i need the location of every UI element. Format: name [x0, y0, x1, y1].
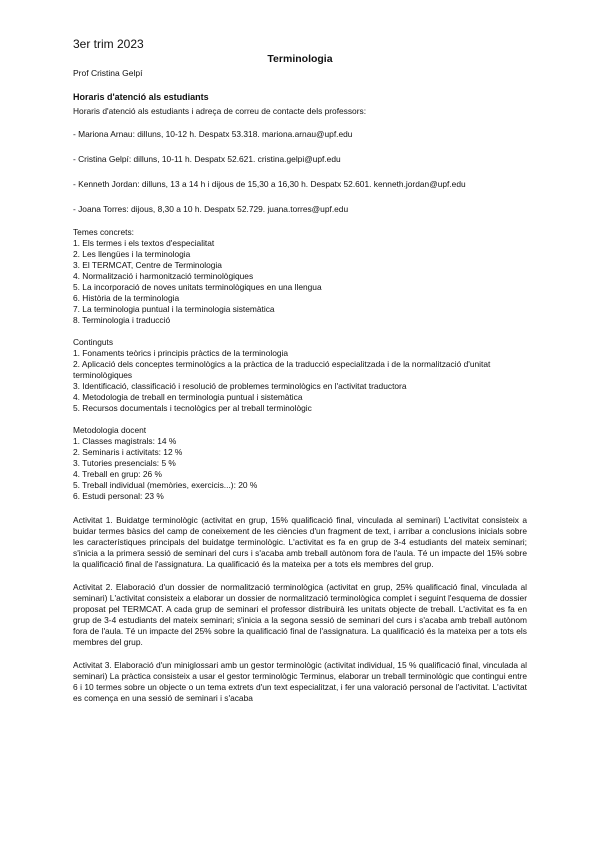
activity-3-paragraph: Activitat 3. Elaboració d'un miniglossari amb un gestor terminològic (activitat individual, 15 % qualificació final, vinculada al seminari) La pràctica consisteix a usar el gestor terminològic Terminus, elaborar un treball terminològic que contingui entre 6 i 10 termes sobre un objecte o un tema extrets d'un text especialitzat, i fer una valoració personal de l'activitat. L'activitat es comença en una sessió de seminari i s'acaba [73, 660, 527, 703]
list-item: 4. Metodologia de treball en terminologia puntual i sistemàtica [73, 392, 303, 402]
list-item: 7. La terminologia puntual i la terminologia sistemàtica [73, 304, 275, 314]
list-item: 2. Seminaris i activitats: 12 % [73, 447, 183, 457]
list-item: 2. Aplicació dels conceptes terminològics a la pràctica de la traducció especialitzada i de la normalització d'unitat terminològiques [73, 359, 491, 380]
list-item: 4. Normalització i harmonització terminològiques [73, 271, 254, 281]
contact-line: - Cristina Gelpí: dilluns, 10-11 h. Despatx 52.621. cristina.gelpi@upf.edu [73, 154, 341, 164]
list-item: 1. Classes magistrals: 14 % [73, 436, 177, 446]
list-item: 1. Els termes i els textos d'especialitat [73, 238, 215, 248]
list-item: 3. Tutories presencials: 5 % [73, 458, 176, 468]
list-item: 3. Identificació, classificació i resolució de problemes terminològics en l'activitat traductora [73, 381, 407, 391]
contact-line: - Joana Torres: dijous, 8,30 a 10 h. Despatx 52.729. juana.torres@upf.edu [73, 204, 349, 214]
list-item: 5. Treball individual (memòries, exercicis...): 20 % [73, 480, 258, 490]
list-item: 8. Terminologia i traducció [73, 315, 171, 325]
contact-line: - Mariona Arnau: dilluns, 10-12 h. Despatx 53.318. mariona.arnau@upf.edu [73, 129, 353, 139]
topics-title: Temes concrets: [73, 227, 134, 237]
office-hours-intro: Horaris d'atenció als estudiants i adreça de correu de contacte dels professors: [73, 106, 367, 116]
term-label: 3er trim 2023 [73, 37, 144, 51]
list-item: 1. Fonaments teòrics i principis pràctics de la terminologia [73, 348, 289, 358]
methodology-title: Metodologia docent [73, 425, 147, 435]
list-item: 6. Història de la terminologia [73, 293, 180, 303]
activity-2-paragraph: Activitat 2. Elaboració d'un dossier de normalització terminològica (activitat en grup, 25% qualificació final, vinculada al seminari) L'activitat consisteix a elaborar un dossier de normalització terminològica complet i seguint l'esquema de dossier proposat pel TERMCAT. A cada grup de seminari el professor distribuirà les unitats objecte de treball. L'activitat es fa en grup de 3-4 estudiants del mateix seminari; s'inicia a la segona sessió de seminari del curs i s'acaba amb treball autònom fora de l'aula. Té un impacte del 25% sobre la qualificació final de l'assignatura. La qualificació és la mateixa per a tots els membres del grup. [73, 582, 527, 647]
list-item: 2. Les llengües i la terminologia [73, 249, 191, 259]
document-title-text: Terminologia [267, 53, 333, 65]
topics-list [73, 238, 527, 326]
list-item: 5. La incorporació de noves unitats terminològiques en una llengua [73, 282, 322, 292]
document-title [0, 53, 600, 65]
methodology-list [73, 436, 527, 502]
professor-name: Prof Cristina Gelpí [73, 68, 143, 78]
list-item: 4. Treball en grup: 26 % [73, 469, 162, 479]
document-body [73, 92, 527, 704]
activity-1-paragraph: Activitat 1. Buidatge terminològic (activitat en grup, 15% qualificació final, vinculada al seminari) L'activitat consisteix a buidar termes bàsics del camp de coneixement de les ciències d'un fragment de text, i arribar a conclusions inicials sobre les característiques principals del buidatge terminològic. L'activitat es fa en grup de 3-4 estudiants del mateix seminari; s'inicia a la primera sessió de seminari del curs i s'acaba amb treball autònom fora de l'aula. Té un impacte del 15% sobre la qualificació final de l'assignatura. La qualificació és la mateixa per a tots els membres del grup. [73, 515, 527, 569]
contents-title: Continguts [73, 337, 114, 347]
contents-list [73, 348, 527, 414]
list-item: 6. Estudi personal: 23 % [73, 491, 164, 501]
office-hours-heading: Horaris d'atenció als estudiants [73, 92, 209, 102]
contact-line: - Kenneth Jordan: dilluns, 13 a 14 h i dijous de 15,30 a 16,30 h. Despatx 52.601. kenneth.jordan@upf.edu [73, 179, 466, 189]
list-item: 3. El TERMCAT, Centre de Terminologia [73, 260, 222, 270]
list-item: 5. Recursos documentals i tecnològics per al treball terminològic [73, 403, 312, 413]
